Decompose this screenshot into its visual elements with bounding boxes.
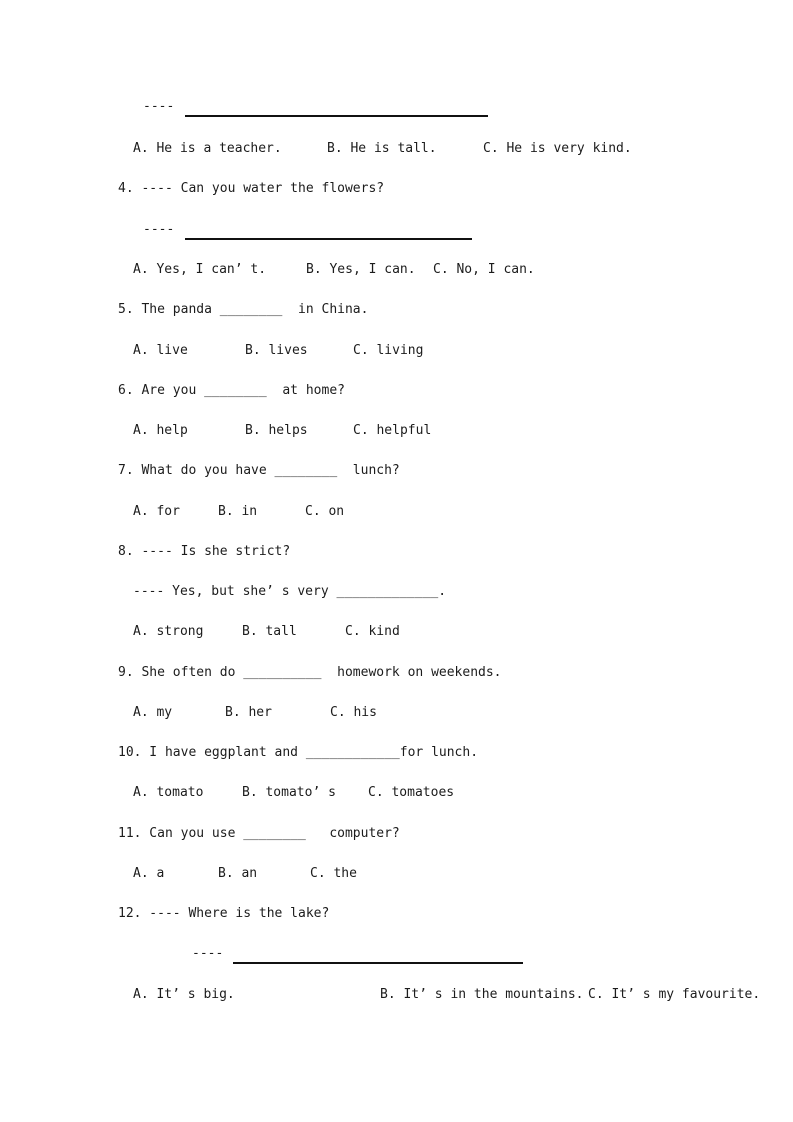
q5-option-a: A. live (133, 343, 188, 358)
q4-question-text: 4. ---- Can you water the flowers? (118, 181, 385, 196)
q9-option-a: A. my (133, 705, 173, 720)
q9-options-row (0, 693, 793, 733)
q4-answer-blank-rule (185, 238, 472, 240)
q10-option-b: B. tomato’ s (242, 785, 336, 800)
q12-question-text: 12. ---- Where is the lake? (118, 906, 330, 921)
q12-option-c: C. It’ s my favourite. (588, 987, 761, 1002)
q9-question-text: 9. She often do __________ homework on weekends. (118, 665, 502, 680)
q8-option-a: A. strong (133, 624, 204, 639)
q3-option-a: A. He is a teacher. (133, 141, 282, 156)
q11-option-a: A. a (133, 866, 165, 881)
q8-reply-line (0, 572, 793, 612)
q3-answer-dash-prefix: ---- (143, 99, 175, 114)
q11-option-c: C. the (310, 866, 357, 881)
q12-question (0, 894, 793, 934)
q8-option-b: B. tall (242, 624, 297, 639)
q4-option-b: B. Yes, I can. (306, 262, 416, 277)
q5-question (0, 290, 793, 330)
q7-question-text: 7. What do you have ________ lunch? (118, 463, 400, 478)
q12-answer-blank-rule (233, 962, 523, 964)
q10-question-text: 10. I have eggplant and ____________for lunch. (118, 745, 479, 760)
q9-option-c: C. his (330, 705, 377, 720)
q12-option-b: B. It’ s in the mountains. (380, 987, 584, 1002)
q6-option-b: B. helps (245, 423, 308, 438)
q11-option-b: B. an (218, 866, 258, 881)
q3-option-b: B. He is tall. (327, 141, 437, 156)
q5-option-b: B. lives (245, 343, 308, 358)
q5-options-row (0, 331, 793, 371)
q8-question-text: 8. ---- Is she strict? (118, 544, 291, 559)
q9-question (0, 653, 793, 693)
q12-answer-dash-prefix: ---- (192, 946, 224, 961)
q9-option-b: B. her (225, 705, 272, 720)
q4-option-c: C. No, I can. (433, 262, 535, 277)
q3-answer-line (0, 87, 793, 127)
q12-options-row (0, 975, 793, 1015)
q5-question-text: 5. The panda ________ in China. (118, 302, 369, 317)
q6-options-row (0, 411, 793, 451)
q3-answer-blank-rule (185, 115, 488, 117)
q8-option-c: C. kind (345, 624, 400, 639)
q8-reply-text: ---- Yes, but she’ s very _____________. (133, 584, 447, 599)
q3-option-c: C. He is very kind. (483, 141, 632, 156)
q8-options-row (0, 612, 793, 652)
q4-answer-line (0, 210, 793, 250)
q6-question (0, 371, 793, 411)
q10-option-a: A. tomato (133, 785, 204, 800)
q4-answer-dash-prefix: ---- (143, 222, 175, 237)
q3-options-row (0, 129, 793, 169)
q5-option-c: C. living (353, 343, 424, 358)
q11-question-text: 11. Can you use ________ computer? (118, 826, 400, 841)
q7-question (0, 451, 793, 491)
q6-option-c: C. helpful (353, 423, 432, 438)
q6-question-text: 6. Are you ________ at home? (118, 383, 345, 398)
q4-question (0, 169, 793, 209)
q12-answer-line (0, 934, 793, 974)
q7-options-row (0, 492, 793, 532)
q7-option-c: C. on (305, 504, 345, 519)
q4-options-row (0, 250, 793, 290)
q11-options-row (0, 854, 793, 894)
q10-question (0, 733, 793, 773)
q6-option-a: A. help (133, 423, 188, 438)
q12-option-a: A. It’ s big. (133, 987, 235, 1002)
q7-option-b: B. in (218, 504, 258, 519)
q8-question (0, 532, 793, 572)
q11-question (0, 814, 793, 854)
q10-option-c: C. tomatoes (368, 785, 455, 800)
q10-options-row (0, 773, 793, 813)
q4-option-a: A. Yes, I can’ t. (133, 262, 267, 277)
q7-option-a: A. for (133, 504, 180, 519)
